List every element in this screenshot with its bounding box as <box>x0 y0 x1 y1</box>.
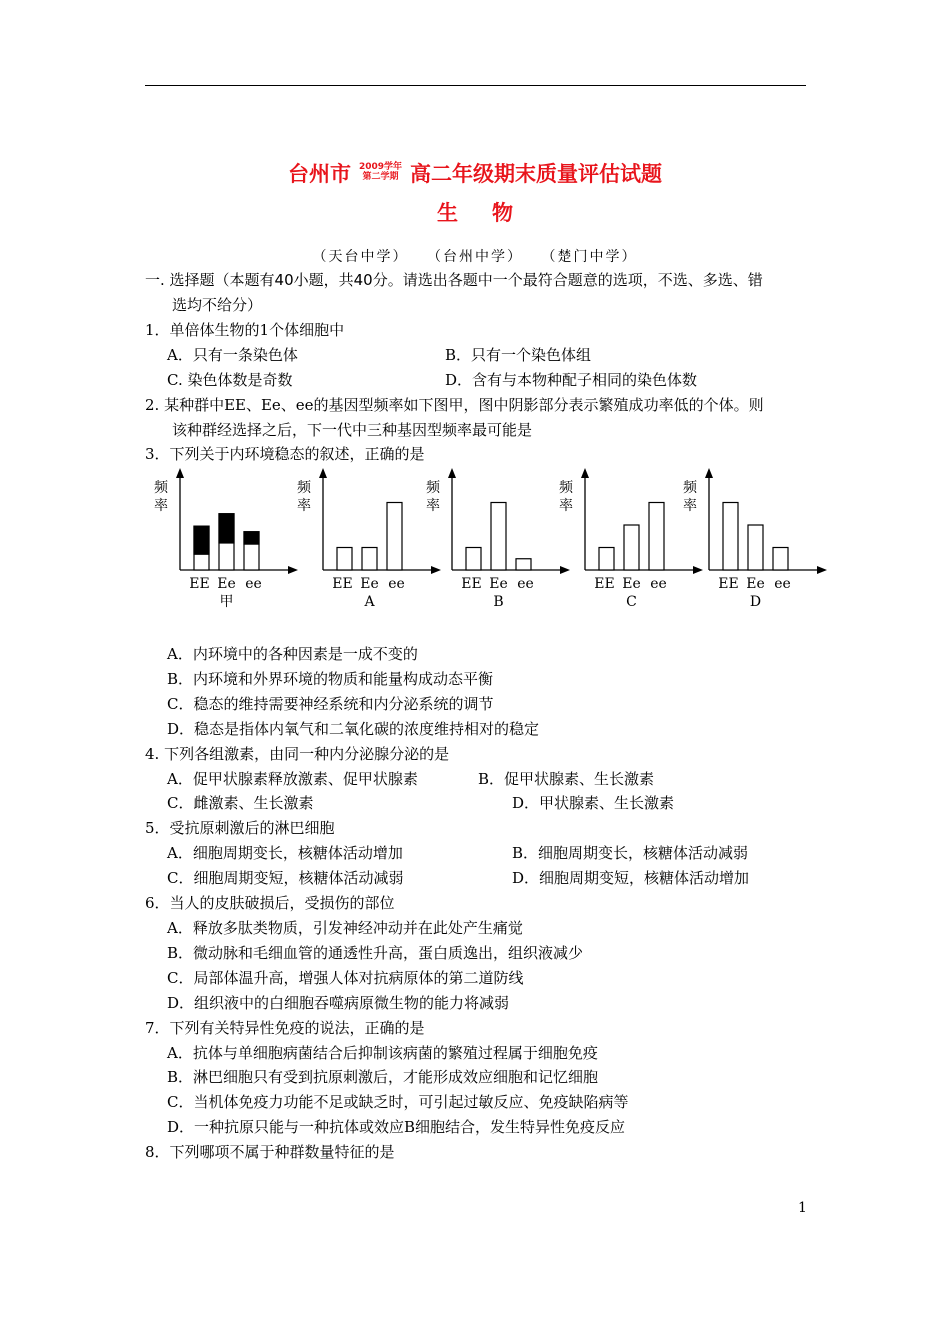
chart-title: C <box>626 594 637 610</box>
x-tick-label: ee <box>245 576 262 592</box>
school-list <box>0 246 950 266</box>
x-tick-label: EE <box>189 576 210 592</box>
y-axis-label: 频 <box>559 480 573 496</box>
chart-title: D <box>749 594 762 610</box>
x-axis-arrow <box>431 566 441 574</box>
y-axis-arrow <box>581 468 589 478</box>
bar <box>491 503 506 571</box>
x-tick-label: ee <box>388 576 405 592</box>
x-tick-label: EE <box>718 576 739 592</box>
q1-option-d: D．含有与本物种配子相同的染色体数 <box>445 371 698 389</box>
section-heading: 一. 选择题（本题有40小题，共40分。请选出各题中一个最符合题意的选项，不选、多选、错 <box>145 271 763 289</box>
q1-option-b: B．只有一个染色体组 <box>445 346 592 364</box>
bar-shaded <box>219 514 234 543</box>
school-year-bottom: 第二学期 <box>362 172 399 182</box>
x-axis-arrow <box>560 566 570 574</box>
y-axis-label: 频 <box>297 480 311 496</box>
q6-stem: 6．当人的皮肤破损后，受损伤的部位 <box>145 894 395 912</box>
chart-title: A <box>364 594 375 610</box>
q2-stem-cont: 该种群经选择之后，下一代中三种基因型频率最可能是 <box>172 421 533 439</box>
q4-option-a: A．促甲状腺素释放激素、促甲状腺素 <box>167 770 418 788</box>
x-tick-label: Ee <box>746 576 765 592</box>
y-axis-arrow <box>319 468 327 478</box>
q3-option-c: C．稳态的维持需要神经系统和内分泌系统的调节 <box>167 695 494 713</box>
q7-stem: 7．下列有关特异性免疫的说法，正确的是 <box>145 1019 425 1037</box>
q5-option-b: B．细胞周期变长，核糖体活动减弱 <box>512 844 749 862</box>
bar <box>337 548 352 571</box>
bar-shaded <box>194 526 209 554</box>
x-tick-label: Ee <box>217 576 236 592</box>
header-rule <box>145 85 806 86</box>
bar <box>516 559 531 570</box>
x-tick-label: Ee <box>622 576 641 592</box>
y-axis-arrow <box>448 468 456 478</box>
x-tick-label: ee <box>517 576 534 592</box>
q7-option-c: C．当机体免疫力功能不足或缺乏时，可引起过敏反应、免疫缺陷病等 <box>167 1093 629 1111</box>
bar <box>723 503 738 571</box>
exam-subject: 生物 <box>437 201 547 225</box>
q7-option-b: B．淋巴细胞只有受到抗原刺激后，才能形成效应细胞和记忆细胞 <box>167 1068 599 1086</box>
school-name: （楚门中学） <box>541 249 638 265</box>
y-axis-label: 率 <box>683 498 697 514</box>
q4-option-d: D．甲状腺素、生长激素 <box>512 794 675 812</box>
q3-option-a: A．内环境中的各种因素是一成不变的 <box>167 645 418 663</box>
y-axis-label: 率 <box>297 498 311 514</box>
q5-option-a: A．细胞周期变长，核糖体活动增加 <box>167 844 403 862</box>
bar <box>773 548 788 571</box>
q1-stem: 1．单倍体生物的1个体细胞中 <box>145 321 345 339</box>
bar-shaded <box>244 532 259 544</box>
y-axis-arrow <box>176 468 184 478</box>
q1-option-c: C. 染色体数是奇数 <box>167 371 293 389</box>
chart-title: 甲 <box>219 594 234 610</box>
x-tick-label: EE <box>461 576 482 592</box>
q4-option-b: B．促甲状腺素、生长激素 <box>478 770 655 788</box>
bar <box>649 503 664 571</box>
school-year-top: 2009学年 <box>358 162 403 172</box>
y-axis-label: 频 <box>154 480 168 496</box>
bar <box>599 548 614 571</box>
x-axis-arrow <box>693 566 703 574</box>
q6-option-d: D．组织液中的白细胞吞噬病原微生物的能力将减弱 <box>167 994 510 1012</box>
q4-stem: 4. 下列各组激素，由同一种内分泌腺分泌的是 <box>145 745 450 763</box>
q1-option-a: A．只有一条染色体 <box>167 346 298 364</box>
bar <box>466 548 481 571</box>
q6-option-b: B．微动脉和毛细血管的通透性升高，蛋白质逸出，组织液减少 <box>167 944 584 962</box>
x-tick-label: Ee <box>360 576 379 592</box>
chart-title: B <box>493 594 504 610</box>
bar <box>387 503 402 571</box>
bar <box>748 525 763 570</box>
q6-option-a: A．释放多肽类物质，引发神经冲动并在此处产生痛觉 <box>167 919 523 937</box>
genotype-frequency-charts <box>0 460 950 620</box>
bar <box>624 525 639 570</box>
x-tick-label: Ee <box>489 576 508 592</box>
y-axis-arrow <box>705 468 713 478</box>
q3-option-d: D．稳态是指体内氧气和二氧化碳的浓度维持相对的稳定 <box>167 720 540 738</box>
section-heading-cont: 选均不给分） <box>172 296 263 314</box>
exam-city: 台州市 <box>287 162 351 186</box>
bar <box>362 548 377 571</box>
y-axis-label: 率 <box>426 498 440 514</box>
page-number: 1 <box>798 1200 807 1216</box>
y-axis-label: 频 <box>683 480 697 496</box>
exam-title <box>0 160 950 188</box>
q7-option-a: A．抗体与单细胞病菌结合后抑制该病菌的繁殖过程属于细胞免疫 <box>167 1044 598 1062</box>
q7-option-d: D．一种抗原只能与一种抗体或效应B细胞结合，发生特异性免疫反应 <box>167 1118 626 1136</box>
q2-stem: 2. 某种群中EE、Ee、ee的基因型频率如下图甲，图中阴影部分表示繁殖成功率低的个体。则 <box>145 396 764 414</box>
x-axis-arrow <box>817 566 827 574</box>
x-tick-label: EE <box>594 576 615 592</box>
y-axis-label: 率 <box>559 498 573 514</box>
q5-option-c: C．细胞周期变短，核糖体活动减弱 <box>167 869 404 887</box>
x-tick-label: ee <box>774 576 791 592</box>
x-tick-label: EE <box>332 576 353 592</box>
q5-stem: 5．受抗原刺激后的淋巴细胞 <box>145 819 335 837</box>
school-name: （台州中学） <box>427 249 523 265</box>
x-tick-label: ee <box>650 576 667 592</box>
exam-title-text: 高二年级期末质量评估试题 <box>410 162 663 186</box>
q3-option-b: B．内环境和外界环境的物质和能量构成动态平衡 <box>167 670 494 688</box>
q4-option-c: C．雌激素、生长激素 <box>167 794 314 812</box>
q6-option-c: C．局部体温升高，增强人体对抗病原体的第二道防线 <box>167 969 524 987</box>
school-name: （天台中学） <box>312 249 409 265</box>
q8-stem: 8．下列哪项不属于种群数量特征的是 <box>145 1143 395 1161</box>
y-axis-label: 频 <box>426 480 440 496</box>
q5-option-d: D．细胞周期变短，核糖体活动增加 <box>512 869 750 887</box>
y-axis-label: 率 <box>154 498 168 514</box>
q3-stem: 3．下列关于内环境稳态的叙述，正确的是 <box>145 445 425 463</box>
school-year <box>359 162 402 182</box>
x-axis-arrow <box>288 566 298 574</box>
